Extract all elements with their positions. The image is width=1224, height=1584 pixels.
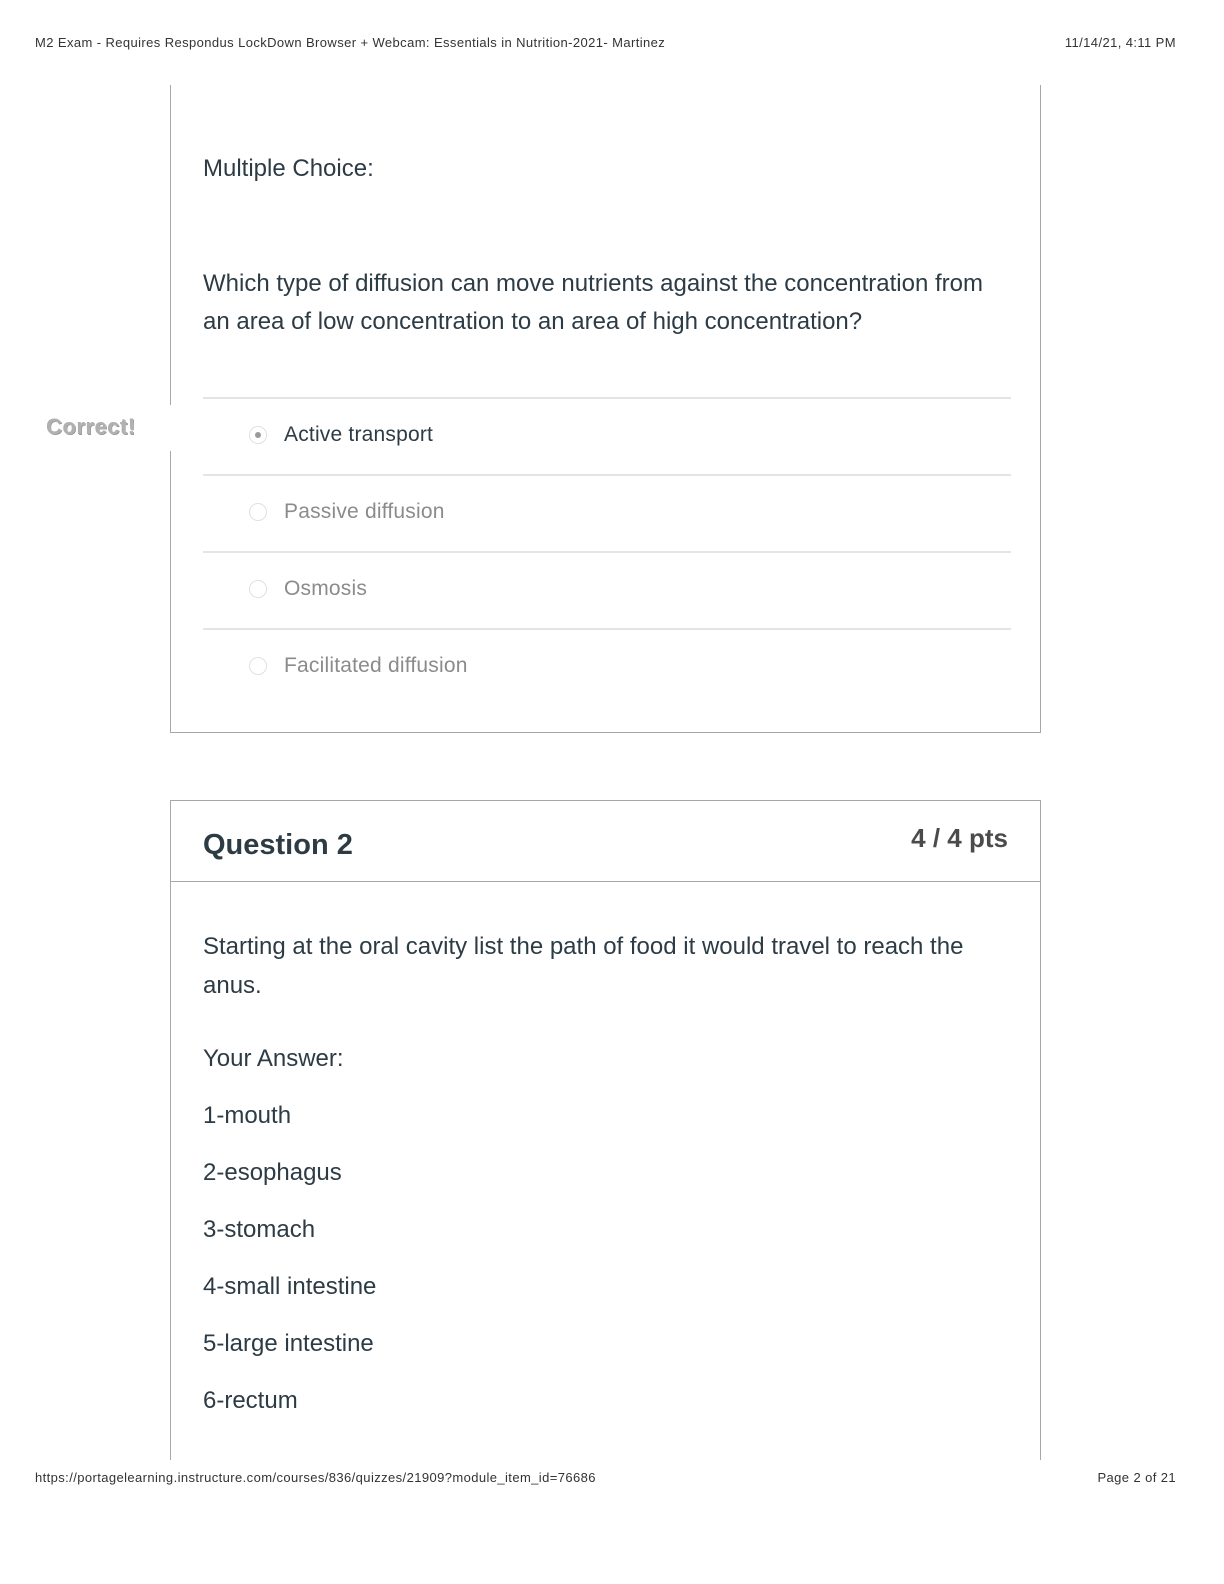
correct-indicator: Correct! bbox=[46, 414, 136, 439]
answer-line: 3-stomach bbox=[203, 1216, 316, 1243]
answer-label: Active transport bbox=[284, 423, 434, 446]
page-header-title: M2 Exam - Requires Respondus LockDown Browser + Webcam: Essentials in Nutrition-2021- Martinez bbox=[35, 35, 666, 50]
card-border-gap bbox=[169, 405, 173, 451]
answer-option[interactable] bbox=[203, 397, 1011, 474]
question-2-card bbox=[170, 800, 1041, 1460]
answer-line: 4-small intestine bbox=[203, 1273, 377, 1300]
answer-label: Osmosis bbox=[284, 577, 368, 600]
question-2-header bbox=[171, 801, 1040, 882]
question-1-card bbox=[170, 85, 1041, 733]
answer-lines bbox=[203, 1101, 376, 1443]
question-1-text: Which type of diffusion can move nutrients against the concentration from an area of low concentration to an area of high concentration? bbox=[203, 270, 983, 335]
answer-line: 1-mouth bbox=[203, 1102, 292, 1129]
radio-icon[interactable] bbox=[249, 580, 267, 598]
question-2-text: Starting at the oral cavity list the path of food it would travel to reach the anus. bbox=[203, 933, 964, 999]
question-2-title: Question 2 bbox=[203, 829, 353, 861]
answer-option[interactable] bbox=[203, 628, 1011, 705]
page-header-datetime: 11/14/21, 4:11 PM bbox=[1064, 35, 1176, 50]
radio-selected-icon[interactable] bbox=[249, 426, 267, 444]
answer-option[interactable] bbox=[203, 551, 1011, 628]
page-header bbox=[35, 35, 1176, 50]
your-answer-label: Your Answer: bbox=[203, 1045, 344, 1072]
answer-line: 2-esophagus bbox=[203, 1159, 342, 1186]
answer-line: 5-large intestine bbox=[203, 1330, 374, 1357]
radio-icon[interactable] bbox=[249, 503, 267, 521]
page-url: https://portagelearning.instructure.com/courses/836/quizzes/21909?module_item_id=76686 bbox=[35, 1470, 596, 1485]
page-footer bbox=[35, 1470, 1176, 1485]
answer-label: Facilitated diffusion bbox=[284, 654, 468, 677]
page-number: Page 2 of 21 bbox=[1097, 1470, 1176, 1485]
answer-list bbox=[203, 397, 1011, 705]
answer-label: Passive diffusion bbox=[284, 500, 445, 523]
answer-option[interactable] bbox=[203, 474, 1011, 551]
question-type-label: Multiple Choice: bbox=[203, 155, 374, 182]
question-2-points: 4 / 4 pts bbox=[911, 823, 1008, 853]
answer-line: 6-rectum bbox=[203, 1387, 298, 1414]
radio-icon[interactable] bbox=[249, 657, 267, 675]
